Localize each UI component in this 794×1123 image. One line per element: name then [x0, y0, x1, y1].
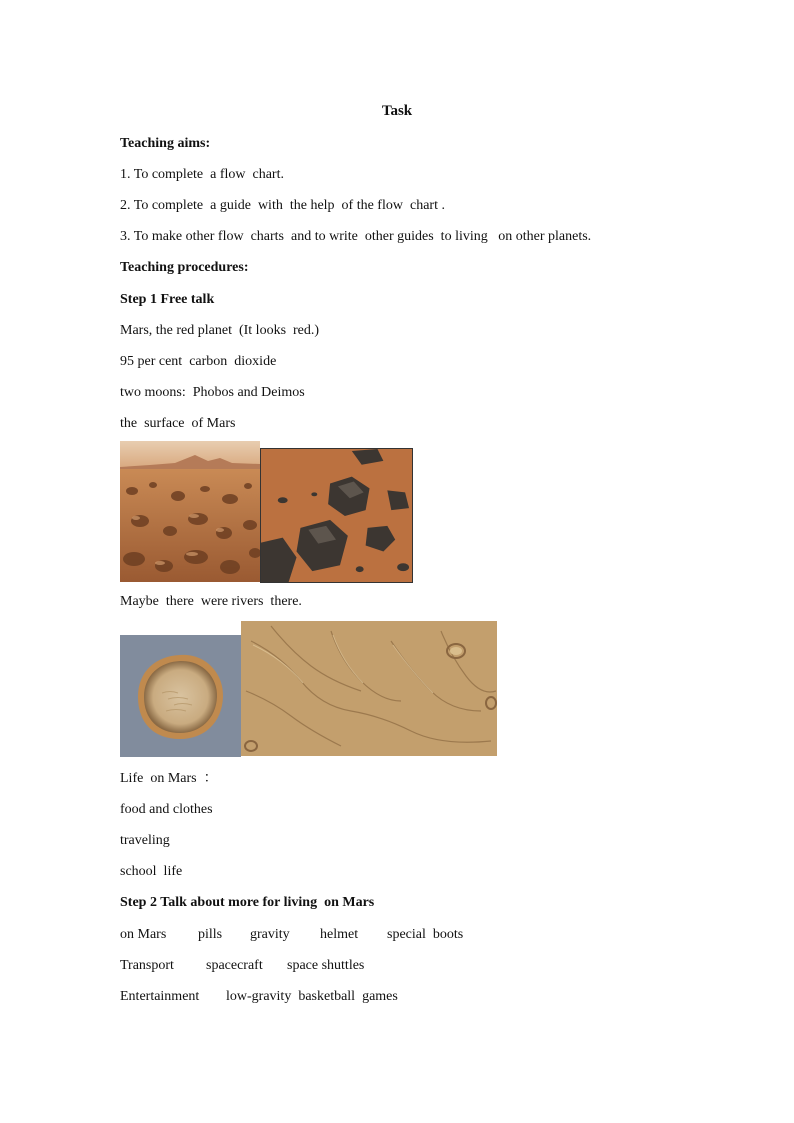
step1-line-3: two moons: Phobos and Deimos	[120, 385, 305, 400]
step2-row-1-item-3: gravity	[250, 927, 290, 942]
step2-row-2-item-2: spacecraft	[206, 958, 263, 973]
mars-rocky-landscape-photo	[120, 441, 260, 582]
life-line-2: food and clothes	[120, 802, 213, 817]
step1-line-2: 95 per cent carbon dioxide	[120, 354, 277, 369]
aims-heading: Teaching aims:	[120, 136, 211, 151]
mars-riverbed-terrain-photo	[241, 621, 497, 756]
step2-row-3-item-2: low-gravity basketball games	[226, 989, 398, 1004]
step2-row-1-item-1: on Mars	[120, 927, 167, 942]
step2-row-1-item-4: helmet	[320, 927, 359, 942]
life-line-1: Life on Mars ：	[120, 771, 218, 786]
step1-line-4: the surface of Mars	[120, 416, 236, 431]
step2-row-1-item-2: pills	[198, 927, 223, 942]
step2-row-2-item-1: Transport	[120, 958, 174, 973]
step2-row-3-item-1: Entertainment	[120, 989, 200, 1004]
step2-heading: Step 2 Talk about more for living on Mars	[120, 895, 375, 910]
life-line-3: traveling	[120, 833, 170, 848]
life-line-4: school life	[120, 864, 183, 879]
aim-item-3: 3. To make other flow charts and to write other guides to living on other planets.	[120, 229, 592, 244]
step2-row-2	[120, 957, 364, 975]
aim-item-2: 2. To complete a guide with the help of the flow chart .	[120, 198, 445, 213]
step2-row-1-item-5: special boots	[387, 927, 464, 942]
document-title: Task	[381, 103, 413, 119]
procedures-heading: Teaching procedures:	[120, 260, 249, 275]
aim-item-1: 1. To complete a flow chart.	[120, 167, 284, 182]
rivers-line: Maybe there were rivers there.	[120, 594, 302, 609]
step2-row-2-item-3: space shuttles	[287, 958, 365, 973]
step2-row-3	[120, 988, 398, 1006]
step1-line-1: Mars, the red planet (It looks red.)	[120, 323, 320, 338]
mars-crater-photo	[120, 635, 241, 757]
step1-heading: Step 1 Free talk	[120, 292, 215, 307]
step2-row-1	[120, 926, 463, 944]
mars-rocks-closeup-photo	[260, 448, 413, 583]
